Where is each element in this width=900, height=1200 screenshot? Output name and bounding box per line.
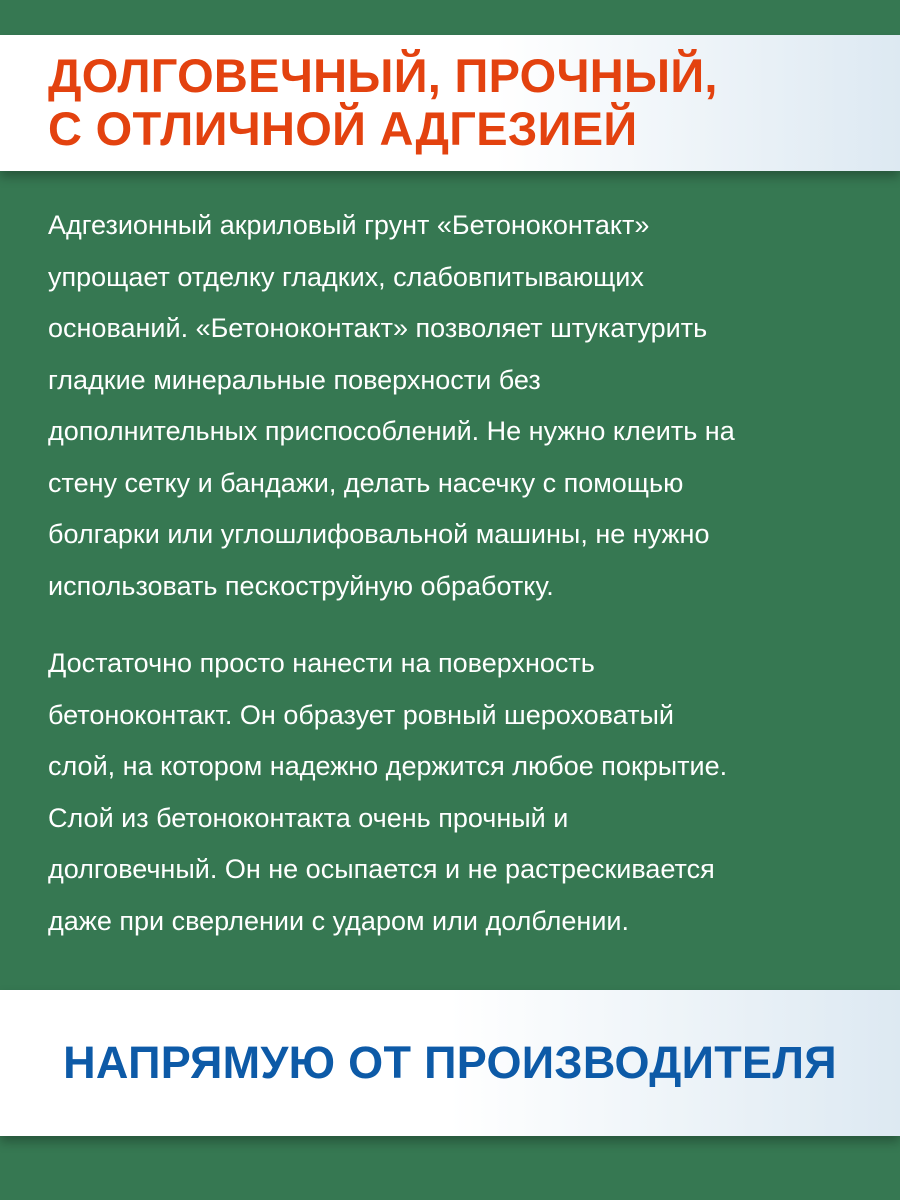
paragraph-line: использовать пескоструйную обработку. [48,570,554,601]
paragraph-line: болгарки или углошлифовальной машины, не нужно [48,519,710,549]
paragraph-line: оснований. «Бетоноконтакт» позволяет штукатурить [48,313,708,343]
paragraph-line: даже при сверлении с ударом или долблении. [48,905,629,936]
paragraph-line: бетоноконтакт. Он образует ровный шероховатый [48,699,674,730]
paragraph-line: стену сетку и бандажи, делать насечку с помощью [48,467,684,498]
paragraph-line: Достаточно просто нанести на поверхность [48,648,595,678]
headline-line-2: С ОТЛИЧНОЙ АДГЕЗИЕЙ [48,102,638,155]
footer-slogan: НАПРЯМУЮ ОТ ПРОИЗВОДИТЕЛЯ [63,1037,837,1088]
paragraph-line: слой, на котором надежно держится любое покрытие. [48,751,728,781]
footer-banner [0,990,900,1136]
paragraph-line: гладкие минеральные поверхности без [48,364,541,395]
paragraph-line: долговечный. Он не осыпается и не растрескивается [48,854,715,884]
paragraph-line: Адгезионный акриловый грунт «Бетоноконтакт» [48,210,650,240]
headline-line-1: ДОЛГОВЕЧНЫЙ, ПРОЧНЫЙ, [48,49,718,102]
paragraph-line: упрощает отделку гладких, слабовпитывающих [48,261,644,292]
description-paragraph-1 [48,200,878,612]
headline-banner [0,35,900,171]
description-paragraph-2 [48,638,878,947]
paragraph-line: дополнительных приспособлений. Не нужно клеить на [48,416,735,446]
description-text [48,200,878,973]
paragraph-line: Слой из бетоноконтакта очень прочный и [48,802,569,833]
